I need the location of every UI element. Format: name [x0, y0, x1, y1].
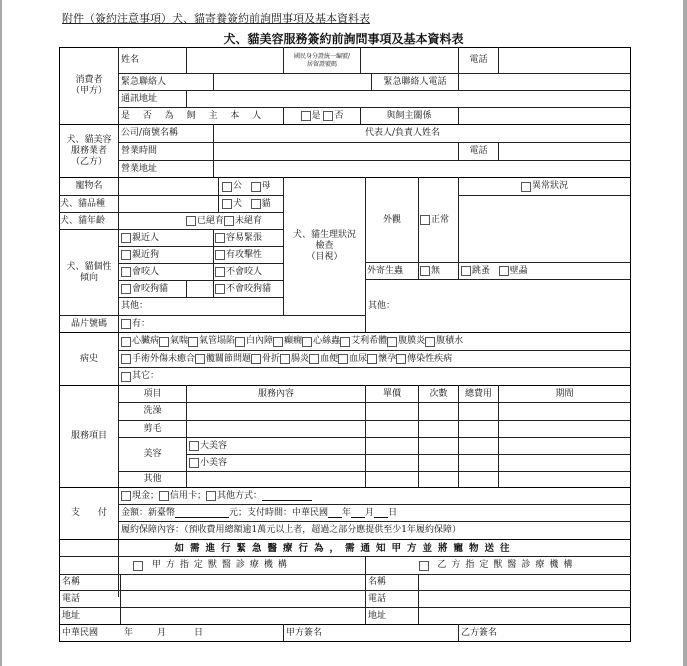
- party-b-clinic-phone-input[interactable]: [419, 591, 629, 607]
- parasites-none-checkbox[interactable]: 無: [420, 263, 458, 279]
- history-row-1: 心臟病 氣喘 氣管塌陷 白內障 癲癇 心絲蟲 艾利希體 腹膜炎 腹積水: [121, 333, 629, 350]
- party-b-clinic-name-input[interactable]: [419, 575, 629, 590]
- physical-check-label: 犬、貓生理狀況 檢查 （目視）: [292, 230, 356, 262]
- party-a-clinic-name-label: 名稱: [62, 577, 81, 587]
- page-frame-left: [0, 0, 2, 666]
- col-header-period: 期間: [555, 388, 574, 399]
- guarantee-text: 履約保障內容：（預收費用總額逾1萬元以上者，超過之部分應提供至少1年履約保障）: [121, 525, 461, 535]
- ticks-checkbox[interactable]: [499, 266, 509, 276]
- payment-label: 支 付: [70, 508, 107, 518]
- provider-phone-input[interactable]: [499, 143, 629, 160]
- abnormal-details-input[interactable]: [459, 196, 629, 262]
- fleas-checkbox[interactable]: [461, 266, 471, 276]
- party-b-clinic-address-input[interactable]: [419, 608, 629, 624]
- other-method-input[interactable]: [262, 491, 312, 501]
- party-a-clinic-phone-input[interactable]: [121, 591, 364, 607]
- representative-input[interactable]: [461, 125, 629, 142]
- emergency-notice: 如需進行緊急醫療行為，需通知甲方並將寵物送往: [174, 542, 516, 554]
- neutered-checkbox[interactable]: [186, 216, 196, 226]
- company-name-label: 公司/商號名稱: [121, 128, 179, 138]
- history-other[interactable]: 其它：: [121, 368, 629, 385]
- not-neutered-checkbox[interactable]: [224, 216, 234, 226]
- payment-method-row: 現金； 信用卡； 其他方式：: [121, 488, 629, 504]
- pay-year-input[interactable]: [328, 508, 342, 518]
- sign-date: 中華民國 年 月 日: [62, 627, 204, 638]
- id-number-label: 國民身分證統一編號/ 居留證號碼: [293, 52, 351, 68]
- trait-bites-dogs-cats[interactable]: 會咬狗貓: [121, 281, 185, 297]
- trait-bites-people[interactable]: 會咬人: [121, 264, 213, 280]
- trait-no-bite-people[interactable]: 不會咬人: [215, 264, 283, 280]
- col-header-item: 項目: [143, 388, 162, 399]
- history-row-2: 手術外傷未癒合 髖關節問題 骨折 腸炎 血便 血尿 懷孕 傳染性疾病: [121, 351, 629, 367]
- neuter-choice: 已絕育 未絕育: [186, 213, 282, 229]
- pay-day-input[interactable]: [374, 508, 388, 518]
- business-hours-label: 營業時間: [121, 146, 158, 156]
- is-owner-choice: 是 否: [284, 108, 360, 124]
- pet-sex-choice: 公 母: [222, 178, 282, 195]
- payment-amount-row: 金額：新臺幣 元；支付時間：中華民國 年 月 日: [121, 507, 398, 518]
- yes-checkbox[interactable]: [301, 111, 311, 121]
- age-label: 犬、貓年齡: [60, 215, 106, 226]
- trait-aggressive[interactable]: 有攻擊性: [215, 247, 283, 263]
- personality-label: 犬、貓個性 傾向: [66, 261, 112, 283]
- relation-input[interactable]: [459, 108, 629, 124]
- party-b-clinic-address-label: 地址: [368, 610, 387, 621]
- service-grooming: 美容: [143, 449, 162, 459]
- party-a-clinic-address-label: 地址: [62, 610, 81, 621]
- male-checkbox[interactable]: [222, 182, 232, 192]
- consumer-phone-label: 電話: [469, 55, 488, 65]
- col-header-total: 總費用: [464, 388, 492, 399]
- party-a-clinic-checkbox[interactable]: 甲方指定獸醫診療機構: [60, 557, 365, 574]
- pet-name-label: 寵物名: [75, 181, 103, 191]
- emergency-phone-input[interactable]: [459, 74, 629, 90]
- party-b-clinic-phone-label: 電話: [368, 593, 387, 604]
- consumer-phone-input[interactable]: [499, 48, 629, 73]
- appearance-normal-checkbox[interactable]: 正常: [420, 178, 458, 262]
- col-header-content: 服務內容: [257, 388, 294, 399]
- emergency-phone-label: 緊急聯絡人電話: [383, 76, 447, 87]
- other-method-checkbox[interactable]: [206, 491, 216, 501]
- services-label: 服務項目: [70, 431, 107, 441]
- col-header-times: 次數: [429, 388, 448, 399]
- credit-checkbox[interactable]: [159, 491, 169, 501]
- business-address-label: 營業地址: [121, 163, 158, 174]
- cat-checkbox[interactable]: [251, 199, 261, 209]
- appearance-abnormal-checkbox[interactable]: 異常狀況: [459, 178, 630, 195]
- form-title: 犬、貓美容服務簽約前詢問事項及基本資料表: [223, 32, 464, 46]
- amount-input[interactable]: [175, 508, 229, 518]
- party-b-clinic-checkbox[interactable]: 乙方指定獸醫診療機構: [366, 557, 630, 574]
- provider-phone-label: 電話: [469, 146, 488, 156]
- name-label: 姓名: [121, 55, 140, 65]
- female-checkbox[interactable]: [251, 182, 261, 192]
- party-b-signature[interactable]: 乙方簽名: [461, 627, 498, 638]
- service-trim: 剪毛: [143, 423, 162, 434]
- big-grooming-checkbox[interactable]: 大美容: [189, 438, 365, 454]
- business-hours-input[interactable]: [214, 143, 457, 160]
- party-a-clinic-name-input[interactable]: [121, 575, 364, 590]
- id-number-input[interactable]: [361, 48, 457, 73]
- party-b-clinic-name-label: 名稱: [368, 577, 387, 587]
- consumer-section-label: 消費者 （甲方）: [70, 75, 107, 96]
- business-address-input[interactable]: [214, 161, 629, 177]
- consumer-name-input[interactable]: [187, 48, 282, 73]
- col-header-unit-price: 單價: [382, 388, 401, 399]
- pay-month-input[interactable]: [351, 508, 365, 518]
- trait-no-bite-dogs-cats[interactable]: 不會咬狗貓: [215, 281, 283, 297]
- dog-checkbox[interactable]: [222, 199, 232, 209]
- representative-label: 代表人/負責人姓名: [365, 128, 441, 138]
- relation-label: 與飼主關係: [386, 110, 432, 121]
- trait-friendly-dogs[interactable]: 親近狗: [121, 247, 213, 263]
- appearance-label: 外觀: [382, 214, 401, 225]
- parasites-choice: 跳蚤 壁蝨: [461, 263, 629, 279]
- party-a-clinic-address-input[interactable]: [121, 608, 364, 624]
- small-grooming-checkbox[interactable]: 小美容: [189, 455, 365, 471]
- parasites-label: 外寄生蟲: [367, 265, 404, 276]
- breed-label: 犬、貓品種: [60, 198, 106, 209]
- is-owner-label: 是 否 為 飼 主 本 人: [121, 110, 267, 121]
- address-input[interactable]: [187, 91, 629, 107]
- service-other: 其他: [143, 474, 162, 484]
- cash-checkbox[interactable]: [121, 491, 131, 501]
- history-label: 病史: [79, 353, 98, 364]
- page-frame-right: [683, 0, 687, 666]
- breed-input[interactable]: [119, 196, 217, 212]
- trait-other[interactable]: 其他：: [121, 301, 149, 311]
- address-label: 通訊地址: [121, 93, 158, 104]
- pet-name-input[interactable]: [119, 178, 217, 195]
- species-choice: 犬 貓: [222, 196, 282, 212]
- trait-friendly-people[interactable]: 親近人: [121, 230, 213, 246]
- service-bath: 洗澡: [143, 406, 162, 416]
- provider-section-label: 犬、貓美容 服務業者 （乙方）: [66, 134, 112, 167]
- attachment-title: 附件（簽約注意事項）犬、貓寄養簽約前詢問事項及基本資料表: [62, 12, 370, 25]
- chip-has-checkbox[interactable]: 有：: [121, 316, 361, 332]
- no-checkbox[interactable]: [323, 111, 333, 121]
- emergency-contact-input[interactable]: [214, 74, 370, 90]
- physical-other[interactable]: 其他：: [368, 300, 396, 311]
- emergency-contact-label: 緊急聯絡人: [121, 76, 167, 87]
- chip-label: 晶片號碼: [70, 318, 107, 329]
- party-a-clinic-phone-label: 電話: [62, 593, 81, 604]
- company-name-input[interactable]: [214, 125, 364, 142]
- trait-nervous[interactable]: 容易緊張: [215, 230, 283, 246]
- party-a-signature[interactable]: 甲方簽名: [286, 627, 323, 638]
